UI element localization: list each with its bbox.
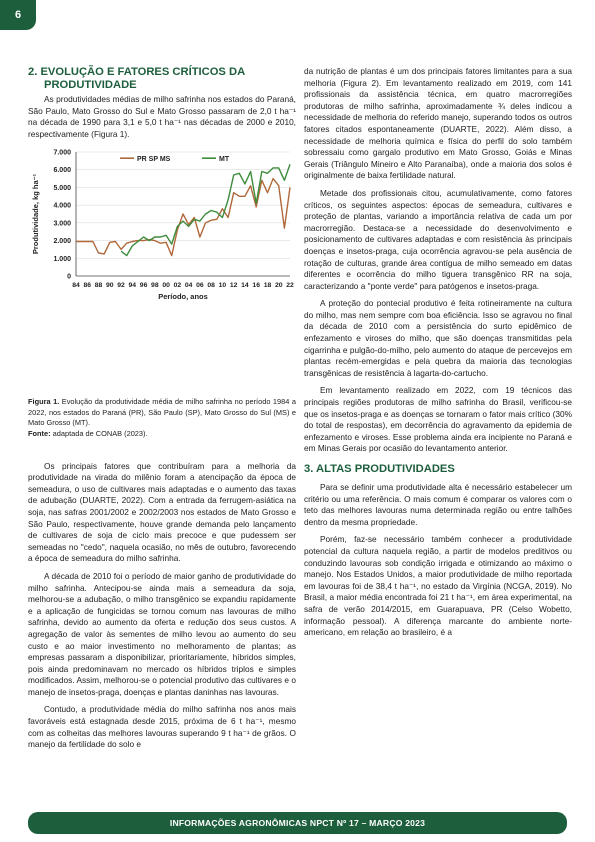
paragraph: Os principais fatores que contribuíram para a melhoria da produtividade na virada do milênio foram a atencipação da época de semeadura, o uso de cultivares mais adaptadas e o aumento das taxas de adubação (DUARTE, 2022). Com a entrada da ferrugem-asiática na soja, nas safras 2001/2002 e 2002/2003 nos estados de Mato Grosso e São Paulo, respectivamente, houve grande demanda pelo lançamento de cultivares de soja de ciclo mais precoce e que pudessem ser semeadas no "cedo", naquela ocasião, no mês de outubro, favorecendo a época de semeadura do milho safrinha.	[28, 460, 296, 564]
figure-1-source	[28, 429, 296, 439]
chart-gridlines	[76, 152, 290, 258]
y-axis-label: Produtividade, kg ha⁻¹	[31, 174, 40, 255]
y-tick-label: 4.000	[53, 203, 71, 211]
x-tick-label: 16	[252, 282, 260, 290]
source-label: Fonte:	[28, 428, 51, 438]
paragraph: Metade dos profissionais citou, acumulativamente, como fatores críticos, os seguintes aspectos: épocas de semeadura, cultivares e proteção de plantas, variando a importância relativa de cada um por macrorregião. Destaca-se a necessidade do desenvolvimento e posicionamento de cultivares adaptadas e com resistência às principais doenças e insetos-praga, cuja ocorrência agravou-se pela ausência de rotação de culturas, grande área contígua de milho semeado em datas diferentes e ocorrência do milho tiguera transgênico RR na soja, caracterizando a "ponte verde" para patógenos e insetos-praga.	[304, 187, 572, 291]
y-tick-label: 1.000	[53, 256, 71, 264]
y-tick-label: 6.000	[53, 167, 71, 175]
chart-legend	[120, 156, 230, 163]
x-tick-label: 14	[241, 282, 249, 290]
x-tick-label: 20	[274, 282, 283, 290]
page-number: 6	[0, 0, 36, 30]
x-tick-label: 10	[218, 282, 227, 290]
x-tick-label: 18	[263, 282, 272, 290]
paragraph: Para se definir uma produtividade alta é necessário estabelecer um critério ou uma referência. O mais comum é comparar os valores com o teto das melhores lavouras numa determinada região ou entre talhões dentro da mesma propriedade.	[304, 482, 572, 527]
x-tick-label: 86	[83, 282, 92, 290]
x-tick-labels	[72, 282, 294, 289]
x-tick-label: 84	[72, 282, 80, 290]
section-2-title-line2: PRODUTIVIDADE	[44, 79, 137, 91]
figure-1-caption	[28, 397, 296, 428]
x-tick-label: 04	[184, 282, 193, 290]
paragraph: A proteção do pontecial produtivo é feita rotineiramente na cultura do milho, mas nem sempre com boa eficiência. Isso se agravou no final da década de 2010 com a persistência do surto epidêmico de enfezamento e viroses do milho, que são doenças transmitidas pela cigarrinha e pulgão-do-milho, pelo aumento do ataque de percevejos em plantas recém-emergidas e pela quebra da maioria das tecnologias transgênicas de resistência à lagarta-do-cartucho.	[304, 298, 572, 378]
x-tick-label: 22	[286, 282, 294, 290]
paragraph: da nutrição de plantas é um dos principais fatores limitantes para a sua melhoria (Figura 2). Em levantamento realizado em 2019, com 141 profissionais da assistência técnica, em quatro macrorregiões produtoras de milho safrinha, aproximadamente ¾ deles indicou a necessidade de melhoria do referido manejo, superando todos os outros fatores citados espontaneamente (DUARTE, 2022). Além disso, a necessidade de melhoria química e física do perfil do solo também sobressaiu como gargalo produtivo em Mato Grosso, Goiás e Minas Gerais (Triângulo Mineiro e Alto Paranaíba), onde a maioria dos solos é originalmente de baixa fertilidade natural.	[304, 66, 572, 181]
x-tick-label: 92	[117, 282, 125, 290]
x-tick-label: 02	[173, 282, 182, 290]
line-chart	[28, 146, 296, 391]
y-tick-label: 0	[67, 273, 71, 281]
section-2-title-line1: 2. EVOLUÇÃO E FATORES CRÍTICOS DA	[28, 66, 246, 78]
x-tick-label: 94	[128, 282, 137, 290]
legend-label: MT	[219, 156, 230, 164]
x-tick-label: 08	[207, 282, 215, 290]
x-tick-label: 96	[139, 282, 148, 290]
paragraph: Porém, faz-se necessário também conhecer a produtividade potencial da cultura naquela região, a partir de modelos preditivos ou conduzindo lavouras sob condição irrigada e otimizando ao máximo o manejo. Nos Estados Unidos, a maior produtividade de milho reportada em lavouras foi de 38,4 t ha⁻¹, no estado da Virgínia (NCGA, 2019). No Brasil, a maior média encontrada foi 21 t ha⁻¹, em área experimental, na safra de verão 2014/2015, em Guarapuava, PR (Celso Wobetto, informação pessoal). A diferença marcante do ambiente norte-americano, em relação ao brasileiro, é a	[304, 534, 572, 638]
figure-1-chart	[28, 146, 296, 391]
section-3-heading: 3. ALTAS PRODUTIVIDADES	[304, 463, 455, 475]
chart-series	[76, 165, 290, 256]
paragraph: Contudo, a produtividade média do milho safrinha nos anos mais favoráveis está estagnada desde 2015, próxima de 6 t ha⁻¹, mesmo com as colheitas das melhores lavouras superando 9 t ha⁻¹ de grãos. O manejo da fertilidade do solo e	[28, 704, 296, 750]
source-text: adaptada de CONAB (2023).	[52, 428, 148, 438]
page-footer: INFORMAÇÕES AGRONÔMICAS NPCT Nº 17 – MARÇO 2023	[28, 812, 567, 834]
x-tick-label: 06	[196, 282, 204, 290]
left-column	[28, 66, 296, 757]
y-tick-labels	[53, 150, 71, 281]
paragraph: A década de 2010 foi o período de maior ganho de produtividade do milho safrinha. Antecipou-se ainda mais a semeadura da soja, melhorou-se a adubação, o milho transgênico se expandiu rapidamente e a aplicação de fungicidas se tornou comum nas lavouras de milho safrinha, devido ao aumento da oferta e redução dos seus custos. A agregação de valor às sementes de milho levou ao aumento do seu custo e ao maior investimento no melhoramento de plantas; as empresas passaram a disponibilizar, prioritariamente, híbridos simples, pois ainda predominavam no mercado os híbridos triplos e simples modificados. Assim, melhorou-se o potencial produtivo das cultivares e o manejo de insetos-praga, doenças e plantas daninhas nas lavouras.	[28, 570, 296, 697]
y-tick-label: 7.000	[53, 149, 71, 157]
paragraph: As produtividades médias de milho safrinha nos estados do Paraná, São Paulo, Mato Grosso do Sul e Mato Grosso passaram de 2,0 t ha⁻¹ na década de 1990 para 3,1 e 5,0 t ha⁻¹ nas décadas de 2000 e 2010, respectivamente (Figura 1).	[28, 94, 296, 139]
x-tick-label: 12	[229, 282, 238, 290]
paragraph: Em levantamento realizado em 2022, com 19 técnicos das principais regiões produtoras de milho safrinha do Brasil, verificou-se que os insetos-praga e as doenças se tornaram o fator mais crítico (30% do total de respostas), em decorrência do agravamento da epidemia de enfezamento e viroses. Esse problema ainda era incipiente no Paraná e em Minas Gerais por ocasião do levantamento anterior.	[304, 385, 572, 454]
x-tick-label: 90	[106, 282, 114, 290]
x-tick-label: 98	[151, 282, 159, 290]
x-tick-label: 00	[162, 282, 170, 290]
y-tick-label: 5.000	[53, 185, 71, 193]
right-column	[304, 66, 572, 645]
series-line-mt	[121, 165, 290, 256]
caption-text: Evolução da produtividade média de milho safrinha no período 1984 a 2022, nos estados do Paraná (PR), São Paulo (SP), Mato Grosso do Sul (MS) e Mato Grosso (MT).	[28, 397, 296, 428]
y-tick-label: 2.000	[53, 238, 71, 246]
x-axis-label: Período, anos	[158, 292, 208, 302]
section-2-heading	[28, 66, 296, 92]
y-tick-label: 3.000	[53, 220, 71, 228]
x-tick-label: 88	[94, 282, 103, 290]
legend-label: PR SP MS	[137, 156, 171, 164]
caption-label: Figura 1.	[28, 397, 60, 407]
